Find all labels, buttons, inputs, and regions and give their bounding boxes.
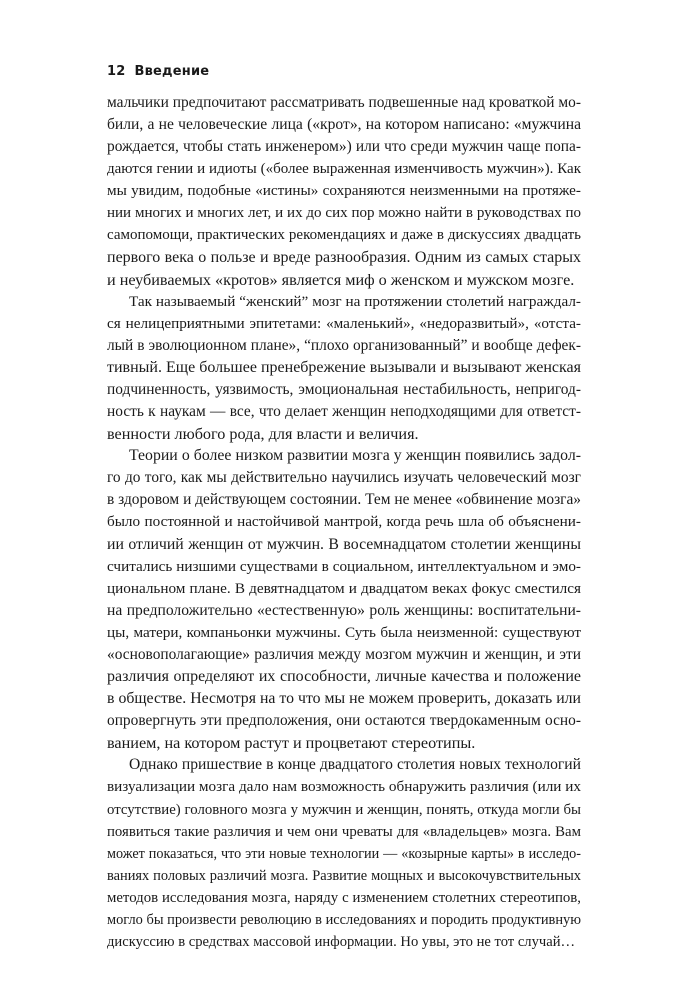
text-line: может показаться, что эти новые технологии — «козырные карты» в исследо- [107,845,581,862]
text-line: в обществе. Несмотря на то что мы не можем проверить, доказать или [107,690,581,708]
text-line: мы увидим, подобные «истины» сохраняются неизменными на протяже- [107,182,581,200]
text-line: ваниях половых различий мозга. Развитие мощных и высокочувствительных [107,867,581,884]
text-line: нии многих и многих лет, и их до сих пор можно найти в руководствах по [107,205,581,222]
text-line: ся нелицеприятными эпитетами: «маленький», «недоразвитый», «отста- [107,314,581,332]
text-line: Однако пришествие в конце двадцатого столетия новых технологий [129,756,581,774]
page-number: 12 [107,64,126,79]
text-line: могло бы произвести революцию в исследованиях и породить продуктивную [107,911,581,928]
text-line: в здоровом и действующем состоянии. Тем не менее «обвинение мозга» [107,491,581,509]
body-text [107,92,581,953]
text-line: циональном плане. В девятнадцатом и двадцатом веках фокус сместился [107,579,581,597]
text-line: считались низшими существами в социальном, интеллектуальном и эмо- [107,557,581,575]
running-header [107,64,209,79]
paragraph-3 [107,445,581,754]
text-line: различия определяют их способности, личные качества и положение [107,668,581,686]
text-line: мальчики предпочитают рассматривать подвешенные над кроваткой мо- [107,94,581,111]
text-line: первого века о пользе и вреде разнообразия. Одним из самых старых [107,248,581,266]
section-title: Введение [134,64,210,79]
text-line: даются гении и идиоты («более выраженная изменчивость мужчин»). Как [107,161,581,178]
paragraph-2 [107,291,581,446]
text-line: опровергнуть эти предположения, они остаются твердокаменным осно- [107,712,581,730]
text-line: появиться такие различия и чем они чреваты для «владельцев» мозга. Вам [107,823,581,840]
text-line: самопомощи, практических рекомендациях и даже в дискуссиях двадцать [107,227,581,244]
text-line: ванием, на котором растут и процветают стереотипы. [107,734,476,753]
text-line: лый в эволюционном плане», “плохо организованный” и вообще дефек- [107,336,581,354]
text-line: дискуссию в средствах массовой информации. Но увы, это не тот случай… [107,933,576,950]
text-line: и неубиваемых «кротов» является миф о женском и мужском мозге. [107,270,575,289]
text-line: цы, матери, компаньонки мужчины. Суть была неизменной: существуют [107,623,581,641]
text-line: ии отличий женщин от мужчин. В восемнадцатом столетии женщины [107,535,581,553]
text-line: венности любого рода, для власти и величия. [107,425,419,444]
text-line: визуализации мозга дало нам возможность обнаружить различия (или их [107,778,581,796]
text-line: рождается, чтобы стать инженером») или что среди мужчин чаще попа- [107,138,581,156]
text-line: методов исследования мозга, наряду с изменением столетних стереотипов, [107,889,581,906]
text-line: отсутствие) головного мозга у мужчин и женщин, понять, откуда могли бы [107,801,581,818]
text-line: подчиненность, уязвимость, эмоциональная нестабильность, непригод- [107,381,581,399]
text-line: Теории о более низком развитии мозга у женщин появились задол- [129,447,581,465]
text-line: ность к наукам — все, что делает женщин неподходящими для ответст- [107,403,581,421]
text-line: было постоянной и настойчивой мантрой, когда речь шла об объяснени- [107,513,581,531]
text-line: на предположительно «естественную» роль женщины: воспитательни- [107,601,581,619]
text-line: Так называемый “женский” мозг на протяжении столетий награждал- [129,292,581,310]
paragraph-1 [107,92,581,291]
text-line: били, а не человеческие лица («крот», на котором написано: «мужчина [107,116,581,134]
paragraph-4 [107,754,581,953]
text-line: тивный. Еще большее пренебрежение вызывали и вызывают женская [107,358,581,376]
text-line: го до того, как мы действительно научились изучать человеческий мозг [107,469,581,487]
text-line: «основополагающие» различия между мозгом мужчин и женщин, и эти [107,645,581,663]
